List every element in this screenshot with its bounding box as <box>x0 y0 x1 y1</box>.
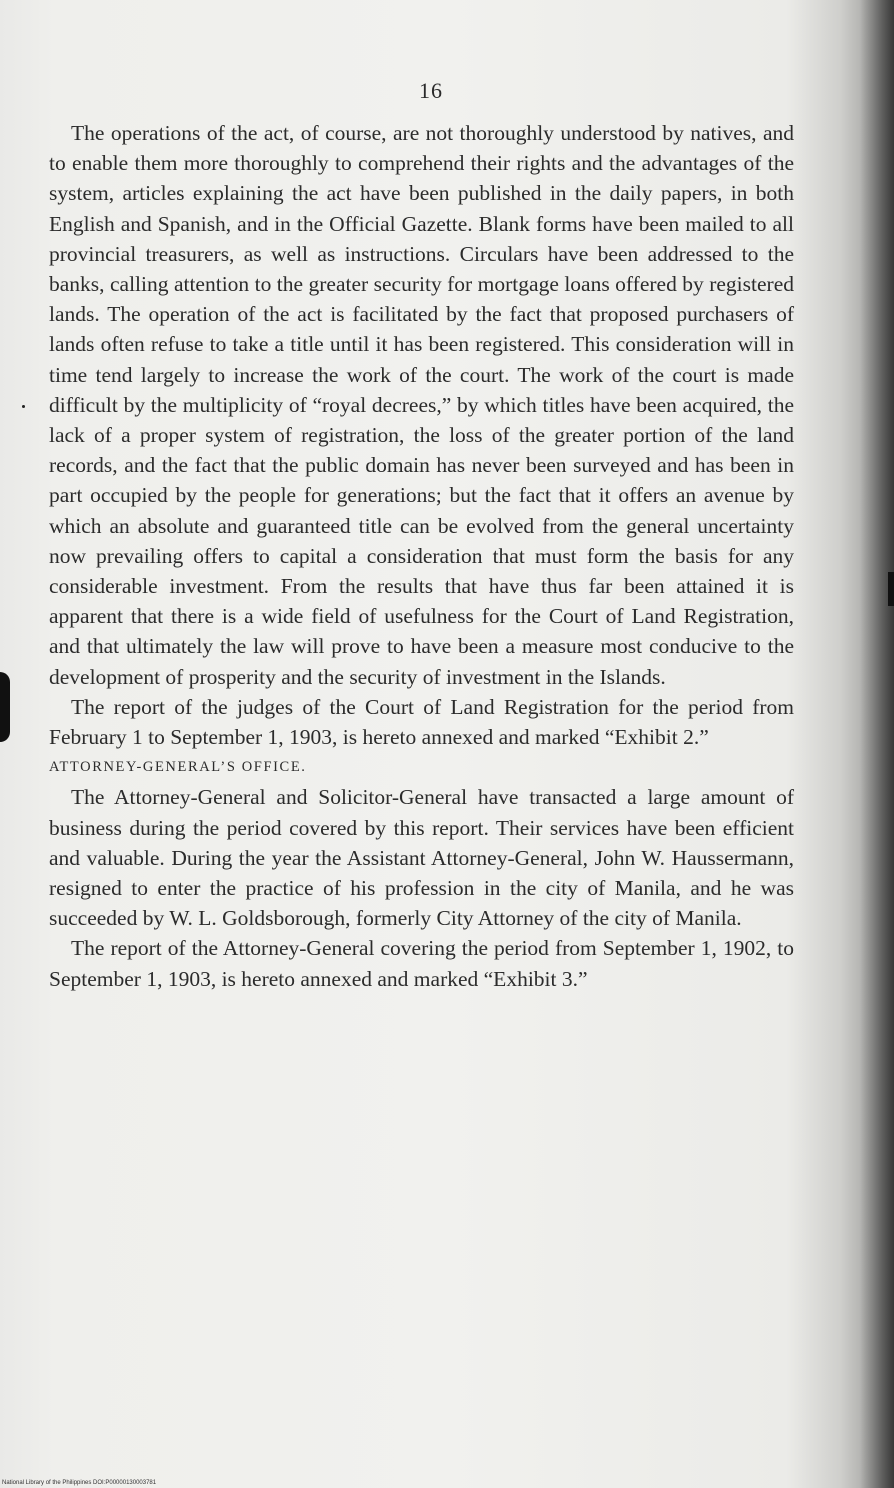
left-margin-mark <box>0 672 10 742</box>
page-number: 16 <box>419 78 443 103</box>
binding-shadow <box>860 0 894 1488</box>
right-margin-mark <box>888 572 894 606</box>
paragraph-attorney-general: The Attorney-General and Solicitor-General have transacted a large amount of business during the period covered by this report. Their services have been efficient and valuable. During the year the Assistant Attorney-General, John W. Haussermann, resigned to enter the practice of his profession in the city of Manila, and he was succeeded by W. L. Goldsborough, formerly City Attorney of the city of Manila. <box>49 785 794 931</box>
footer-credit: National Library of the Philippines DOI:P00000130003781 <box>2 1480 157 1486</box>
paragraph-attorney-general-report: The report of the Attorney-General covering the period from September 1, 1902, to September 1, 1903, is hereto annexed and marked “Exhibit 3.” <box>49 936 794 991</box>
section-heading: ATTORNEY-GENERAL’S OFFICE. <box>49 759 307 776</box>
paragraph-judges-report: The report of the judges of the Court of Land Registration for the period from February 1 to September 1, 1903, is hereto annexed and marked “Exhibit 2.” <box>49 694 794 750</box>
paragraph-court-operations: The operations of the act, of course, are not thoroughly understood by natives, and to enable them more thoroughly to comprehend their rights and the advantages of the system, articles explaining the act have been published in the daily papers, in both English and Spanish, and in the Official Gazette. Blank forms have been mailed to all provincial treasurers, as well as instructions. Circulars have been addressed to the banks, calling attention to the greater security for mortgage loans offered by registered lands. The operation of the act is facilitated by the fact that proposed purchasers of lands often refuse to take a title until it has been registered. This consideration will in time tend largely to increase the work of the court. The work of the court is made difficult by the multiplicity of “royal decrees,” by which titles have been acquired, the lack of a proper system of registration, the loss of the greater portion of the land records, and the fact that the public domain has never been surveyed and has been in part occupied by the people for generations; but the fact that it offers an avenue by which an absolute and guaranteed title can be evolved from the general uncertainty now prevailing offers to capital a consideration that must form the basis for any considerable investment. From the results that have thus far been attained it is apparent that there is a wide field of usefulness for the Court of Land Registration, and that ultimately the law will prove to have been a measure most conducive to the development of prosperity and the security of investment in the Islands. <box>49 121 794 689</box>
page-body <box>49 118 794 994</box>
ink-speck <box>22 405 25 408</box>
